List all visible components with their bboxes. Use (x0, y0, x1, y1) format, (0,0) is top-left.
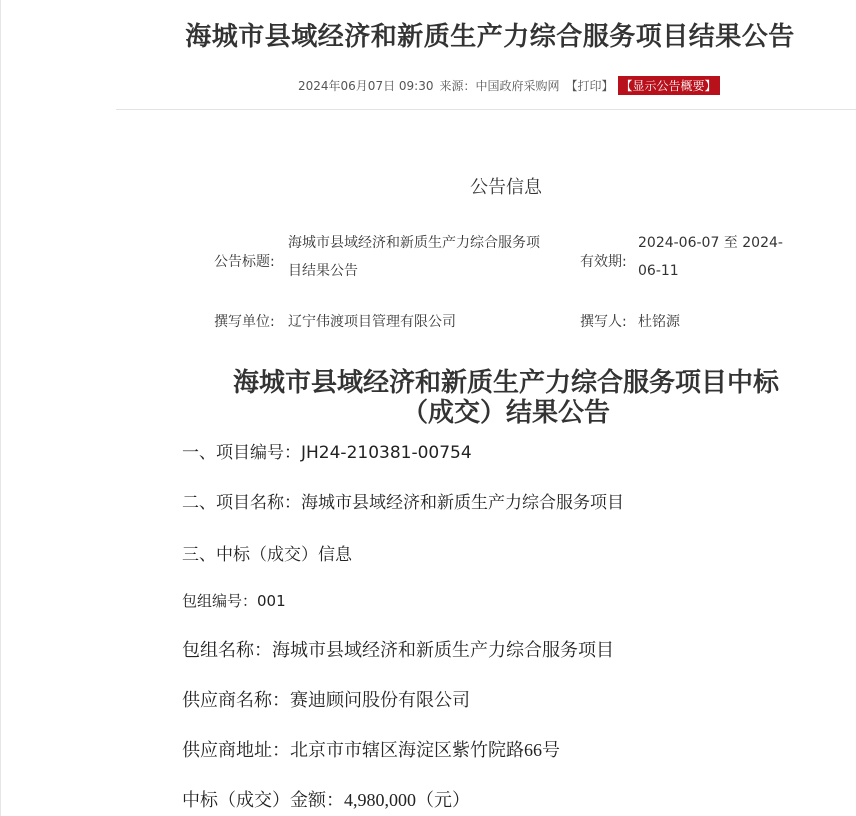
writer-label: 撰写人: (580, 314, 627, 330)
writer-value: 杜铭源 (638, 314, 680, 330)
validity-value (638, 229, 783, 285)
show-summary-button[interactable]: 【显示公告概要】 (618, 76, 720, 95)
page-left-border (0, 0, 1, 816)
supplier-address: 供应商地址：北京市市辖区海淀区紫竹院路66号 (182, 740, 560, 760)
title-label: 公告标题: (214, 254, 275, 270)
writer-unit-value: 辽宁伟渡项目管理有限公司 (288, 314, 456, 330)
content-title (160, 368, 852, 428)
meta-line (298, 76, 720, 95)
header-divider (116, 109, 856, 110)
publish-datetime: 2024年06月07日 09:30 (298, 79, 434, 93)
content-title-line1: 海城市县域经济和新质生产力综合服务项目中标 (232, 368, 779, 398)
validity-value-line2: 06-11 (638, 263, 679, 279)
award-amount: 中标（成交）金额：4,980,000（元） (182, 790, 470, 810)
title-value-line2: 目结果公告 (288, 263, 358, 279)
print-button[interactable]: 【打印】 (565, 79, 614, 93)
section-title-announcement-info: 公告信息 (470, 177, 542, 198)
validity-value-line1: 2024-06-07 至 2024- (638, 235, 783, 251)
title-value-line1: 海城市县域经济和新质生产力综合服务项 (288, 235, 540, 251)
content-title-line2: （成交）结果公告 (401, 398, 610, 428)
result-info-heading: 三、中标（成交）信息 (182, 545, 352, 565)
source-label: 来源： (439, 79, 476, 93)
supplier-name: 供应商名称：赛迪顾问股份有限公司 (182, 690, 470, 710)
package-number: 包组编号：001 (182, 592, 286, 610)
project-name: 二、项目名称：海城市县域经济和新质生产力综合服务项目 (182, 493, 624, 513)
title-value (288, 229, 540, 285)
page-title: 海城市县域经济和新质生产力综合服务项目结果公告 (185, 22, 795, 52)
validity-label: 有效期: (580, 254, 627, 270)
project-number: 一、项目编号：JH24-210381-00754 (182, 443, 472, 463)
package-name: 包组名称：海城市县域经济和新质生产力综合服务项目 (182, 640, 614, 660)
writer-unit-label: 撰写单位: (214, 314, 275, 330)
source-link[interactable]: 中国政府采购网 (475, 79, 560, 93)
